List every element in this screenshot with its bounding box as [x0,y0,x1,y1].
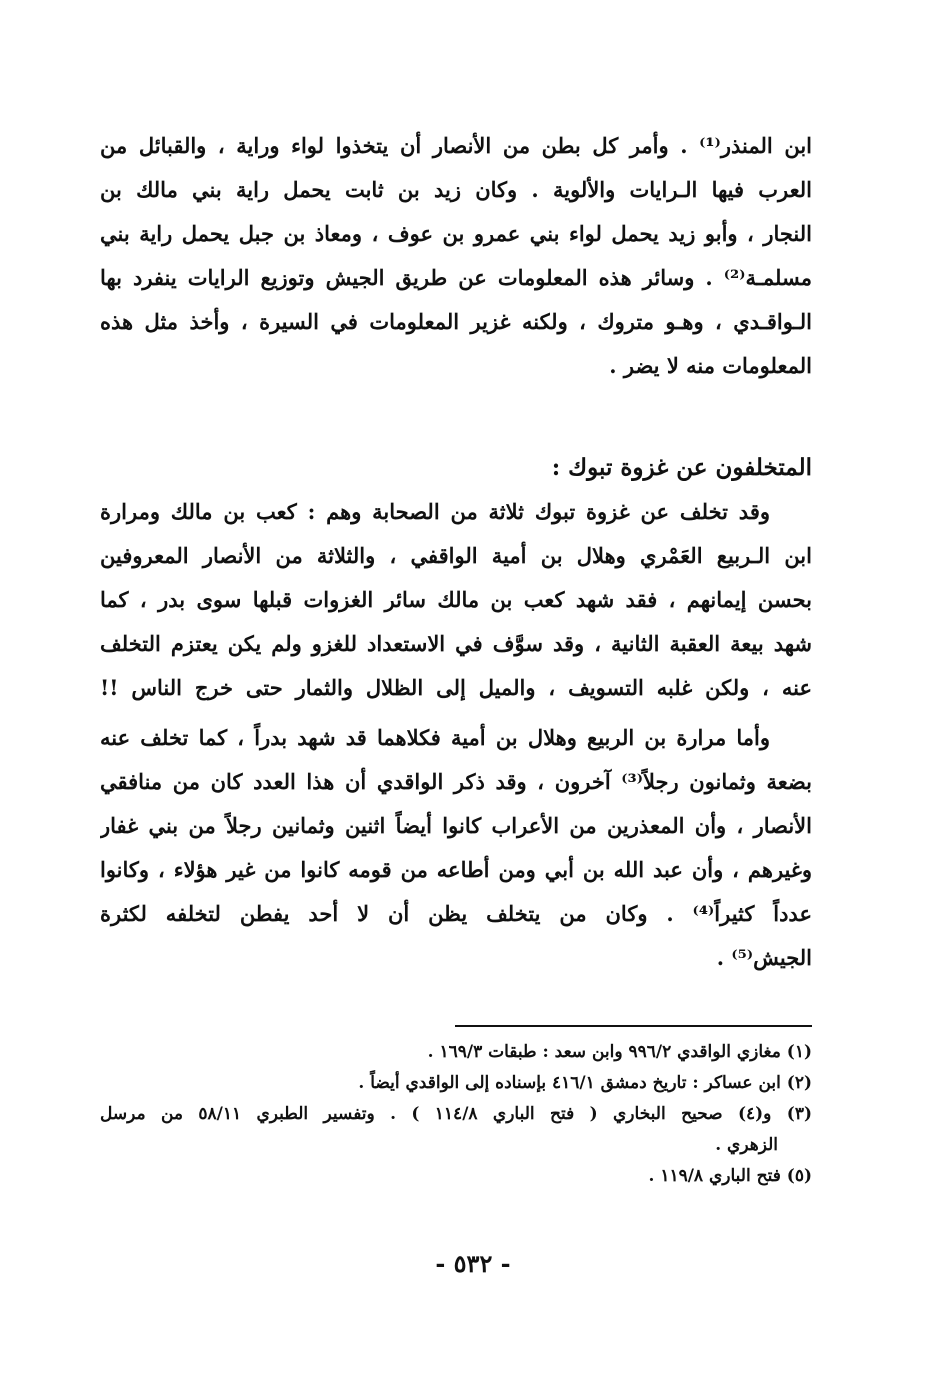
paragraph-army-banners [100,124,812,388]
text-line: عنه ، ولكن غلبه التسويف ، والميل إلى الظلال والثمار حتى خرج الناس !! [100,675,812,700]
text-line: شهد بيعة العقبة الثانية ، وقد سوَّف في الاستعداد للغزو ولم يكن يعتزم التخلف [100,631,812,656]
paragraph-those-who-stayed-behind [100,490,812,710]
footnote-3-4-continued: الزهري . [715,1135,778,1155]
text-line: بحسن إيمانهم ، فقد شهد كعب بن مالك سائر الغزوات قبلها سوى بدر ، كما [100,587,812,612]
footnote-5: (٥) فتح الباري ١١٩/٨ . [648,1166,812,1186]
footnote-1: (١) مغازي الواقدي ٩٩٦/٢ وابن سعد : طبقات ١٦٩/٣ . [427,1042,812,1062]
text-line: الـواقـدي ، وهـو متروك ، ولكنه غزير المعلومات في السيرة ، وأخذ مثل هذه [100,309,812,334]
text-line: مسلمـة⁽²⁾ . وسائر هذه المعلومات عن طريق الجيش وتوزيع الرايات ينفرد بها [100,265,812,290]
text-line: وغيرهم ، وأن عبد الله بن أبي ومن أطاعه من قومه كانوا من غير هؤلاء ، وكانوا [100,857,812,882]
footnote-2: (٢) ابن عساكر : تاريخ دمشق ٤١٦/١ بإسناده إلى الواقدي أيضاً . [358,1073,812,1093]
footnote-divider [455,1025,812,1027]
text-line: بضعة وثمانون رجلاً⁽³⁾ آخرون ، وقد ذكر الواقدي أن هذا العدد كان من منافقي [100,769,812,794]
text-line: النجار ، وأبو زيد يحمل لواء بني عمرو بن عوف ، ومعاذ بن جبل يحمل راية بني [100,221,812,246]
text-line: وقد تخلف عن غزوة تبوك ثلاثة من الصحابة وهم : كعب بن مالك ومرارة [100,499,770,524]
section-heading: المتخلفون عن غزوة تبوك : [551,454,812,481]
text-line: المعلومات منه لا يضر . [609,353,812,378]
text-line: الجيش⁽⁵⁾ . [716,945,812,970]
footnote-3-4: (٣) و(٤) صحيح البخاري ( فتح الباري ١١٤/٨ ) . وتفسير الطبري ٥٨/١١ من مرسل [100,1104,812,1124]
text-line: عدداً كثيراً⁽⁴⁾ . وكان من يتخلف يظن أن لا أحد يفطن لتخلفه لكثرة [100,901,812,926]
paragraph-murara-and-hilal [100,716,812,980]
text-line: العرب فيها الـرايات والألوية . وكان زيد بن ثابت يحمل راية بني مالك بن [100,177,812,202]
text-line: ابن المنذر⁽¹⁾ . وأمر كل بطن من الأنصار أن يتخذوا لواء وراية ، والقبائل من [100,133,812,158]
text-line: وأما مرارة بن الربيع وهلال بن أمية فكلاهما قد شهد بدراً ، كما تخلف عنه [100,725,770,750]
page-number: - ٥٣٢ - [435,1249,511,1278]
footnotes [100,1037,812,1192]
text-line: الأنصار ، وأن المعذرين من الأعراب كانوا أيضاً اثنين وثمانين رجلاً من بني غفار [100,813,812,838]
text-line: ابن الـربيع العَمْري وهلال بن أمية الواقفي ، والثلاثة من الأنصار المعروفين [100,543,812,568]
